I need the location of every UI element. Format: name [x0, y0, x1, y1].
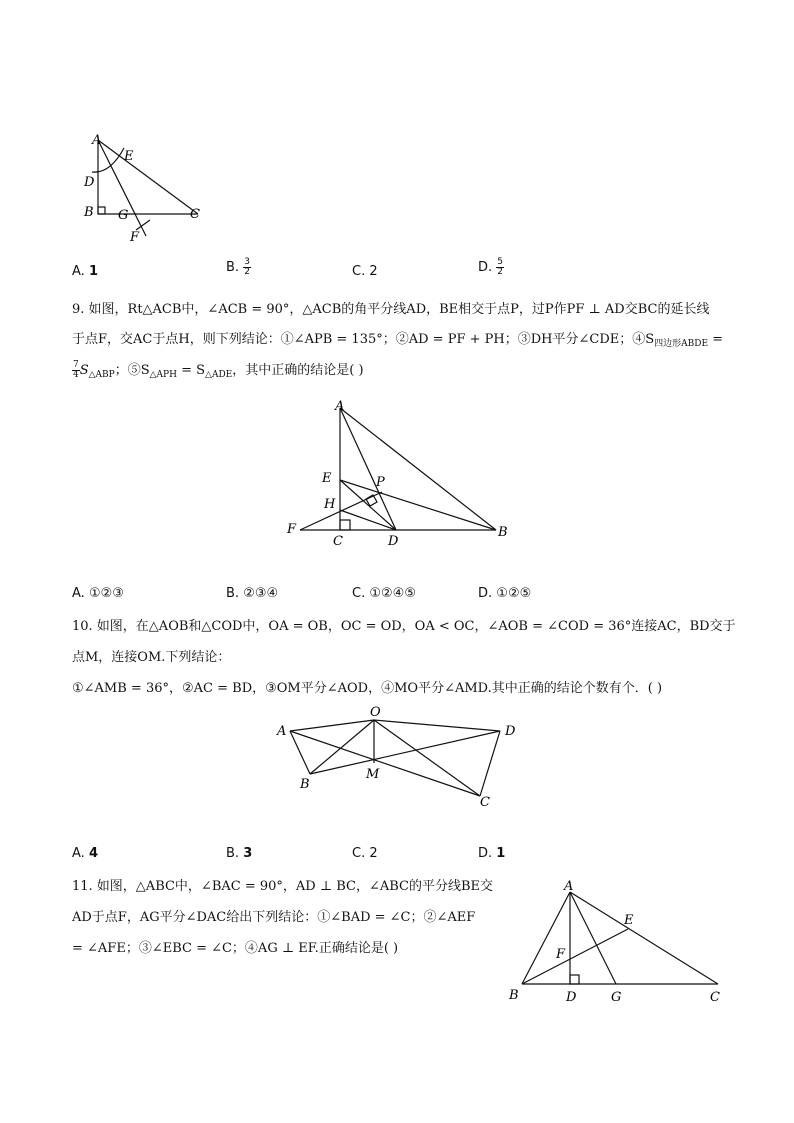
q10-option-b[interactable]: B. 3	[226, 846, 253, 861]
q8-label-B: B	[84, 205, 94, 220]
q11-label-G: G	[611, 990, 622, 1005]
q11-line-2: AD于点F，AG平分∠DAC给出下列结论：①∠BAD = ∠C；②∠AEF	[72, 910, 476, 925]
q9-option-d[interactable]: D. ①②⑤	[478, 586, 532, 601]
q10-line-3: ①∠AMB = 36°，②AC = BD，③OM平分∠AOD，④MO平分∠AMD.其中正确的结论个数有个．( )	[72, 681, 663, 696]
q10-label-B: B	[300, 777, 310, 792]
q11-label-F: F	[556, 947, 566, 962]
q9-line-1: 9. 如图，Rt△ACB中，∠ACB = 90°，△ACB的角平分线AD，BE相交于点P，过P作PF ⊥ AD交BC的延长线	[72, 302, 710, 317]
q9-label-P: P	[376, 475, 385, 490]
q10-label-C: C	[480, 795, 490, 810]
q9-label-H: H	[324, 497, 336, 512]
q9-label-E: E	[322, 471, 332, 486]
q8-label-D: D	[84, 175, 95, 190]
q9-label-F: F	[287, 522, 297, 537]
q10-label-D: D	[505, 724, 516, 739]
q9-line-2: 于点F，交AC于点H，则下列结论：①∠APB = 135°；②AD = PF + PH；③DH平分∠CDE；$④S_{四边形ABDE}$ =	[72, 332, 724, 349]
q9-label-A: A	[335, 399, 345, 414]
q10-line-2: 点M，连接OM.下列结论：	[72, 650, 231, 665]
option-letter: B.	[226, 260, 240, 275]
q8-option-a[interactable]	[72, 264, 98, 279]
q9-option-b[interactable]: B. ②③④	[226, 586, 279, 601]
option-value: 2	[369, 264, 378, 279]
q8-figure	[70, 128, 220, 248]
q11-line-1: 11. 如图，△ABC中，∠BAC = 90°，AD ⊥ BC，∠ABC的平分线BE交	[72, 879, 494, 894]
option-letter: A.	[72, 264, 85, 279]
q9-label-B: B	[498, 525, 508, 540]
q10-option-c[interactable]: C. 2	[352, 846, 378, 861]
q10-label-O: O	[370, 705, 381, 720]
option-value: 1	[88, 264, 98, 279]
q9-option-c[interactable]: C. ①②④⑤	[352, 586, 416, 601]
q10-option-d[interactable]: D. 1	[478, 846, 506, 861]
q8-label-G: G	[118, 208, 129, 223]
q10-label-A: A	[277, 724, 287, 739]
q10-option-a[interactable]: A. 4	[72, 846, 98, 861]
q8-label-F: F	[130, 230, 140, 245]
q10-label-M: M	[366, 767, 380, 782]
q8-label-A: A	[92, 133, 102, 148]
q9-label-C: C	[333, 534, 343, 549]
q9-figure	[280, 396, 520, 552]
q11-label-B: B	[509, 988, 519, 1003]
option-fraction: $\frac{5}{2}$	[497, 257, 504, 277]
q10-line-1: 10. 如图，在△AOB和△COD中，OA = OB，OC = OD，OA < OC，∠AOB = ∠COD = 36°连接AC，BD交于	[72, 619, 736, 634]
q11-label-A: A	[564, 879, 574, 894]
q10-figure	[270, 704, 530, 810]
q8-option-c[interactable]	[352, 264, 378, 279]
option-letter: C.	[352, 264, 366, 279]
q11-label-E: E	[624, 913, 634, 928]
q11-figure	[506, 874, 736, 1010]
q11-label-C: C	[710, 990, 720, 1005]
q8-label-C: C	[190, 207, 200, 222]
q9-line-3: $\frac{7}{4}$ $S_{\triangle ABP}$；$⑤S_{\triangle APH} = S_{\triangle ADE}$，其中正确的结论是( )	[73, 360, 364, 380]
option-letter: D.	[478, 260, 493, 275]
q11-line-3: = ∠AFE；③∠EBC = ∠C；④AG ⊥ EF.正确结论是( )	[72, 941, 399, 956]
q11-label-D: D	[566, 990, 577, 1005]
fraction-7-4: $\frac{7}{4}$	[73, 360, 79, 380]
q9-label-D: D	[388, 534, 399, 549]
q9-option-a[interactable]: A. ①②③	[72, 586, 124, 601]
q8-label-E: E	[124, 149, 134, 164]
q8-option-b[interactable]	[226, 258, 251, 277]
q8-option-d[interactable]	[478, 258, 504, 277]
option-fraction: $\frac{3}{2}$	[244, 257, 250, 277]
